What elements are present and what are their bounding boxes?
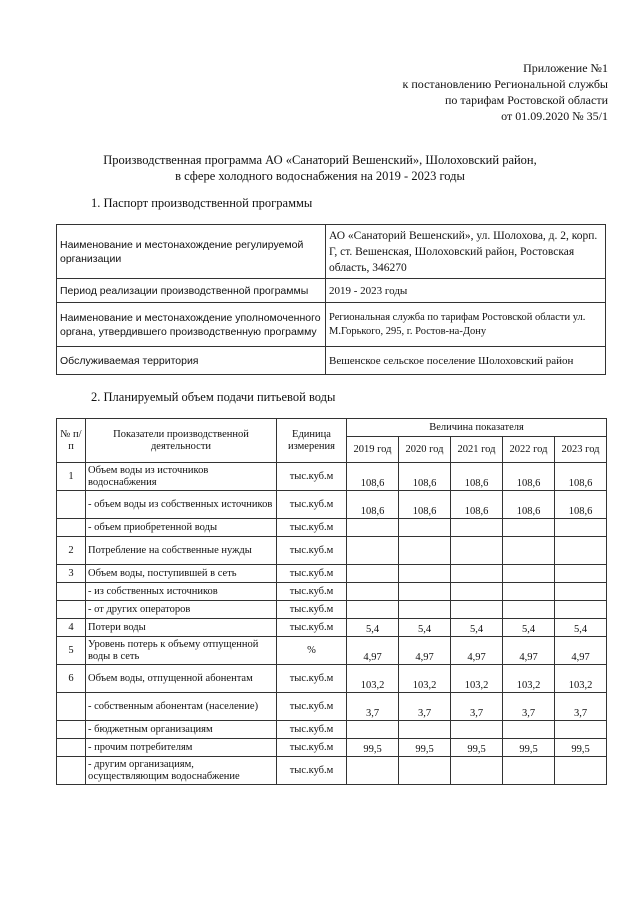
table-row xyxy=(57,665,607,693)
row-value xyxy=(555,721,607,739)
passport-row xyxy=(57,279,606,303)
row-value: 108,6 xyxy=(555,491,607,519)
row-value xyxy=(451,583,503,601)
row-number: 2 xyxy=(57,537,86,565)
passport-row xyxy=(57,303,606,347)
header-value: Величина показателя xyxy=(347,419,607,437)
row-value: 103,2 xyxy=(503,665,555,693)
row-number: 4 xyxy=(57,619,86,637)
row-unit: тыс.куб.м xyxy=(277,693,347,721)
row-indicator: Потребление на собственные нужды xyxy=(86,537,277,565)
row-value: 5,4 xyxy=(555,619,607,637)
row-unit: тыс.куб.м xyxy=(277,721,347,739)
row-value xyxy=(451,565,503,583)
row-value xyxy=(555,601,607,619)
passport-value: АО «Санаторий Вешенский», ул. Шолохова, д. 2, корп. Г, ст. Вешенская, Шолоховский район, Ростовская область, 346270 xyxy=(326,225,606,279)
row-value: 99,5 xyxy=(555,739,607,757)
row-indicator: - от других операторов xyxy=(86,601,277,619)
table-row xyxy=(57,601,607,619)
row-unit: тыс.куб.м xyxy=(277,583,347,601)
table-row xyxy=(57,565,607,583)
row-value xyxy=(503,757,555,785)
header-indicator: Показатели производственной деятельности xyxy=(86,419,277,463)
header-row xyxy=(57,419,607,437)
table-row xyxy=(57,757,607,785)
title-line2: в сфере холодного водоснабжения на 2019 - 2023 годы xyxy=(175,169,465,183)
row-value: 108,6 xyxy=(451,491,503,519)
row-value: 99,5 xyxy=(399,739,451,757)
year-header: 2023 год xyxy=(555,437,607,463)
row-indicator: - прочим потребителям xyxy=(86,739,277,757)
passport-table xyxy=(56,224,606,375)
row-value xyxy=(347,721,399,739)
table-row xyxy=(57,519,607,537)
row-value xyxy=(503,601,555,619)
section1-heading: 1. Паспорт производственной программы xyxy=(91,196,313,210)
row-value xyxy=(347,537,399,565)
row-value xyxy=(399,565,451,583)
year-header: 2022 год xyxy=(503,437,555,463)
row-number xyxy=(57,693,86,721)
row-indicator: Объем воды из источников водоснабжения xyxy=(86,463,277,491)
row-value: 3,7 xyxy=(503,693,555,721)
row-indicator: - собственным абонентам (население) xyxy=(86,693,277,721)
header-num: № п/п xyxy=(57,419,86,463)
row-value: 108,6 xyxy=(347,463,399,491)
row-value: 5,4 xyxy=(451,619,503,637)
row-unit: тыс.куб.м xyxy=(277,537,347,565)
row-number xyxy=(57,721,86,739)
row-number: 5 xyxy=(57,637,86,665)
year-header: 2021 год xyxy=(451,437,503,463)
row-value xyxy=(399,757,451,785)
row-value: 99,5 xyxy=(451,739,503,757)
row-number xyxy=(57,739,86,757)
row-unit: тыс.куб.м xyxy=(277,463,347,491)
row-value: 103,2 xyxy=(347,665,399,693)
row-value xyxy=(347,565,399,583)
row-value xyxy=(503,519,555,537)
row-value: 108,6 xyxy=(503,491,555,519)
appendix-line1: Приложение №1 xyxy=(523,61,608,75)
row-value xyxy=(347,583,399,601)
row-unit: тыс.куб.м xyxy=(277,619,347,637)
appendix-line2: к постановлению Региональной службы xyxy=(402,77,608,91)
section2-heading: 2. Планируемый объем подачи питьевой воды xyxy=(91,390,336,404)
passport-value: 2019 - 2023 годы xyxy=(326,279,606,303)
row-number: 1 xyxy=(57,463,86,491)
row-value xyxy=(451,537,503,565)
row-value xyxy=(503,583,555,601)
row-number: 3 xyxy=(57,565,86,583)
row-value: 4,97 xyxy=(399,637,451,665)
row-number xyxy=(57,519,86,537)
row-unit: тыс.куб.м xyxy=(277,757,347,785)
year-header: 2019 год xyxy=(347,437,399,463)
row-indicator: Объем воды, отпущенной абонентам xyxy=(86,665,277,693)
row-value: 108,6 xyxy=(399,463,451,491)
row-value: 5,4 xyxy=(399,619,451,637)
row-indicator: - другим организациям, осуществляющим водоснабжение xyxy=(86,757,277,785)
table-row xyxy=(57,537,607,565)
row-value xyxy=(451,757,503,785)
row-unit: тыс.куб.м xyxy=(277,491,347,519)
appendix-line3: по тарифам Ростовской области xyxy=(444,93,608,107)
row-value: 108,6 xyxy=(451,463,503,491)
row-value xyxy=(555,757,607,785)
row-value: 3,7 xyxy=(451,693,503,721)
row-number xyxy=(57,601,86,619)
row-value: 108,6 xyxy=(399,491,451,519)
row-value xyxy=(399,601,451,619)
row-value: 103,2 xyxy=(399,665,451,693)
table-row xyxy=(57,693,607,721)
row-number xyxy=(57,583,86,601)
row-number xyxy=(57,757,86,785)
row-unit: % xyxy=(277,637,347,665)
header-unit: Единица измерения xyxy=(277,419,347,463)
row-unit: тыс.куб.м xyxy=(277,739,347,757)
row-value xyxy=(555,583,607,601)
row-indicator: - объем приобретенной воды xyxy=(86,519,277,537)
water-volume-table xyxy=(56,418,607,785)
row-unit: тыс.куб.м xyxy=(277,601,347,619)
table-row xyxy=(57,491,607,519)
year-header: 2020 год xyxy=(399,437,451,463)
row-value xyxy=(555,565,607,583)
passport-label: Наименование и местонахождение уполномоченного органа, утвердившего производственную программу xyxy=(57,303,326,347)
row-unit: тыс.куб.м xyxy=(277,565,347,583)
row-value: 103,2 xyxy=(555,665,607,693)
row-value xyxy=(555,519,607,537)
row-value: 108,6 xyxy=(555,463,607,491)
row-value xyxy=(347,757,399,785)
row-value: 3,7 xyxy=(555,693,607,721)
row-value: 103,2 xyxy=(451,665,503,693)
document-title xyxy=(60,152,580,184)
table-row xyxy=(57,619,607,637)
row-indicator: - из собственных источников xyxy=(86,583,277,601)
title-line1: Производственная программа АО «Санаторий Вешенский», Шолоховский район, xyxy=(103,153,537,167)
row-value: 5,4 xyxy=(347,619,399,637)
row-unit: тыс.куб.м xyxy=(277,519,347,537)
row-value: 4,97 xyxy=(347,637,399,665)
row-value xyxy=(451,601,503,619)
row-value xyxy=(347,519,399,537)
row-value: 108,6 xyxy=(347,491,399,519)
passport-label: Обслуживаемая территория xyxy=(57,347,326,375)
passport-row xyxy=(57,225,606,279)
table-row xyxy=(57,739,607,757)
row-unit: тыс.куб.м xyxy=(277,665,347,693)
row-indicator: - объем воды из собственных источников xyxy=(86,491,277,519)
row-value: 108,6 xyxy=(503,463,555,491)
row-value: 3,7 xyxy=(399,693,451,721)
table-row xyxy=(57,583,607,601)
passport-label: Период реализации производственной программы xyxy=(57,279,326,303)
passport-row xyxy=(57,347,606,375)
row-value xyxy=(399,537,451,565)
appendix-header xyxy=(403,60,608,124)
table-row xyxy=(57,463,607,491)
appendix-line4: от 01.09.2020 № 35/1 xyxy=(501,109,608,123)
passport-value: Региональная служба по тарифам Ростовской области ул. М.Горького, 295, г. Ростов-на-Дону xyxy=(326,303,606,347)
table-row xyxy=(57,721,607,739)
row-indicator: - бюджетным организациям xyxy=(86,721,277,739)
row-value xyxy=(451,519,503,537)
passport-label: Наименование и местонахождение регулируемой организации xyxy=(57,225,326,279)
row-value xyxy=(503,721,555,739)
row-value xyxy=(399,519,451,537)
row-number: 6 xyxy=(57,665,86,693)
row-indicator: Потери воды xyxy=(86,619,277,637)
row-value xyxy=(451,721,503,739)
row-value xyxy=(399,721,451,739)
row-value: 4,97 xyxy=(451,637,503,665)
row-value xyxy=(555,537,607,565)
row-number xyxy=(57,491,86,519)
row-value: 99,5 xyxy=(503,739,555,757)
row-value xyxy=(399,583,451,601)
row-value: 99,5 xyxy=(347,739,399,757)
row-value: 3,7 xyxy=(347,693,399,721)
row-value xyxy=(503,565,555,583)
row-value: 4,97 xyxy=(555,637,607,665)
row-value: 4,97 xyxy=(503,637,555,665)
row-value: 5,4 xyxy=(503,619,555,637)
row-indicator: Объем воды, поступившей в сеть xyxy=(86,565,277,583)
row-value xyxy=(347,601,399,619)
row-indicator: Уровень потерь к объему отпущенной воды в сеть xyxy=(86,637,277,665)
table-row xyxy=(57,637,607,665)
passport-value: Вешенское сельское поселение Шолоховский район xyxy=(326,347,606,375)
row-value xyxy=(503,537,555,565)
